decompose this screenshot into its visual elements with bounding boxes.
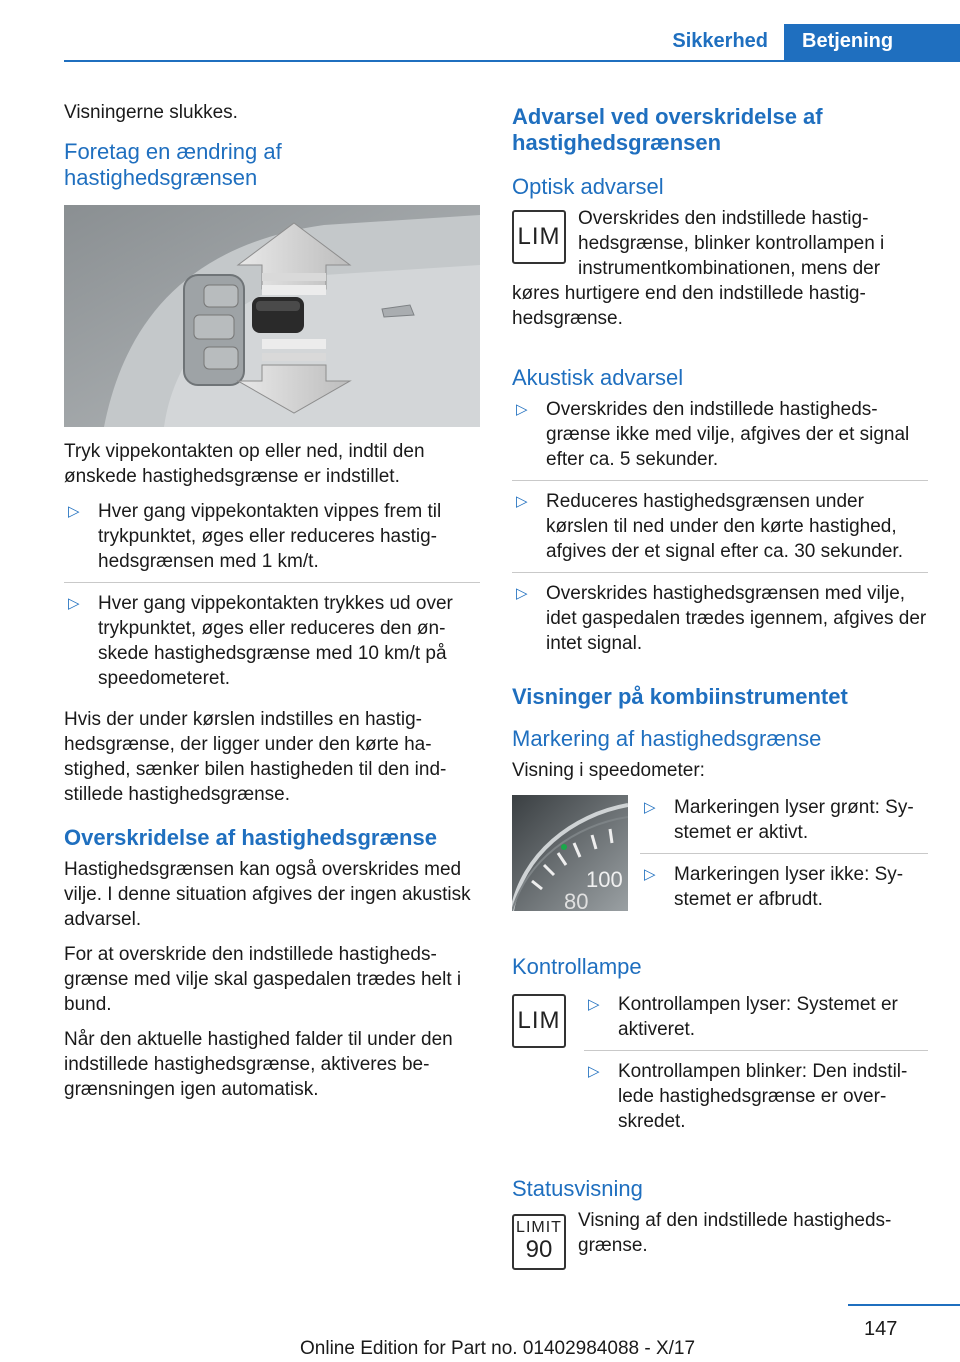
heading-exceed-limit: Overskridelse af hastighedsgrænse — [64, 825, 437, 850]
acoustic-bullets — [512, 397, 928, 664]
lim-indicator-icon: LIM — [512, 210, 566, 264]
heading-change-limit: Foretag en ændring af hastighedsgrænsen — [64, 139, 282, 190]
lamp-block — [512, 992, 928, 1150]
triangle-bullet-icon: ▷ — [588, 1063, 600, 1080]
triangle-bullet-icon: ▷ — [644, 799, 656, 816]
speedo-label-100: 100 — [586, 867, 623, 892]
triangle-bullet-icon: ▷ — [516, 401, 528, 418]
press-instruction: Tryk vippekontakten op eller ned, indtil den ønskede hastighedsgrænse er indstillet. — [64, 441, 425, 487]
heading-displays: Visninger på kombiinstrumentet — [512, 684, 848, 709]
triangle-bullet-icon: ▷ — [644, 866, 656, 883]
speedo-label-80: 80 — [564, 889, 589, 911]
footer-rule — [848, 1304, 960, 1306]
triangle-bullet-icon: ▷ — [68, 595, 80, 612]
status-text: Visning af den indstillede hastighedsgrænse. — [578, 1210, 892, 1256]
intro-text: Visningerne slukkes. — [64, 102, 238, 123]
lim-indicator-icon: LIM — [512, 994, 566, 1048]
steering-wheel-illustration — [64, 205, 480, 427]
exceed-text-3: Når den aktuelle hastighed falder til under den indstillede hastighedsgrænse, aktiveres begrænsningen igen automatisk. — [64, 1029, 453, 1100]
limit-value: 90 — [525, 1236, 553, 1263]
list-item: ▷ Kontrollampen lyser: Systemet er aktiveret. — [584, 992, 928, 1051]
triangle-bullet-icon: ▷ — [68, 503, 80, 520]
list-item: ▷ Hver gang vippekontakten vippes frem til trykpunktet, øges eller reduceres hastighedsgrænsen med 1 km/t. — [64, 499, 480, 583]
list-item: ▷ Kontrollampen blinker: Den indstillede hastighedsgrænse er overskredet. — [588, 1061, 908, 1132]
heading-marking: Markering af hastighedsgrænse — [512, 726, 822, 751]
edition-footer: Online Edition for Part no. 01402984088 - X/17 — [300, 1338, 696, 1359]
list-item: ▷ Reduceres hastighedsgrænsen under kørslen til ned under den kørte hastighed, afgives der et signal efter ca. 30 sekunder. — [512, 489, 928, 573]
heading-warning: Advarsel ved overskridelse af hastighedsgrænsen — [512, 104, 823, 155]
heading-optical: Optisk advarsel — [512, 174, 664, 199]
heading-lamp: Kontrollampe — [512, 954, 642, 979]
triangle-bullet-icon: ▷ — [516, 493, 528, 510]
header-rule — [64, 60, 960, 62]
heading-acoustic: Akustisk advarsel — [512, 365, 684, 390]
limit-status-icon — [512, 1214, 566, 1270]
speedometer-illustration — [512, 795, 628, 911]
heading-status: Statusvisning — [512, 1176, 643, 1201]
tab-sikkerhed[interactable]: Sikkerhed — [672, 30, 768, 52]
marking-block — [512, 795, 928, 928]
list-item: ▷ Overskrides den indstillede hastighedsgrænse ikke med vilje, afgives der et signal efter ca. 5 sekunder. — [512, 397, 928, 481]
triangle-bullet-icon: ▷ — [516, 585, 528, 602]
list-item: ▷ Markeringen lyser grønt: Systemet er aktivt. — [640, 795, 928, 854]
list-item: ▷ Hver gang vippekontakten trykkes ud over trykpunktet, øges eller reduceres den ønskede hastighedsgrænse med 10 km/t på speedometeret. — [68, 593, 453, 689]
tab-betjening[interactable]: Betjening — [784, 24, 960, 62]
speedo-caption: Visning i speedometer: — [512, 760, 705, 781]
left-column — [64, 100, 480, 1112]
triangle-bullet-icon: ▷ — [588, 996, 600, 1013]
right-column — [512, 100, 928, 1270]
marking-bullets — [640, 795, 928, 928]
exceed-text-2: For at overskride den indstillede hastighedsgrænse med vilje skal gaspedalen trædes helt i bund. — [64, 944, 462, 1015]
change-bullets — [64, 499, 480, 699]
optical-text: Overskrides den indstillede hastighedsgrænse, blinker kontrollampen i instrumentkombinationen, mens der køres hurtigere end den indstillede hastighedsgrænse. — [512, 208, 885, 329]
page-number: 147 — [864, 1318, 898, 1340]
exceed-text-1: Hastighedsgrænsen kan også overskrides med vilje. I denne situation afgives der ingen akustisk advarsel. — [64, 859, 471, 930]
list-item: ▷ Markeringen lyser ikke: Systemet er afbrudt. — [644, 864, 904, 910]
below-speed-text: Hvis der under kørslen indstilles en hastighedsgrænse, der ligger under den kørte hastighed, sænker bilen hastigheden til den indstillede hastighedsgrænse. — [64, 709, 447, 805]
header-tabs — [656, 24, 960, 62]
steering-wheel-image — [64, 205, 480, 427]
list-item: ▷ Overskrides hastighedsgrænsen med vilje, idet gaspedalen trædes igennem, afgives der intet signal. — [516, 583, 927, 654]
lamp-bullets — [584, 992, 928, 1150]
limit-label: LIMIT — [516, 1219, 562, 1236]
speedometer-image — [512, 795, 628, 911]
